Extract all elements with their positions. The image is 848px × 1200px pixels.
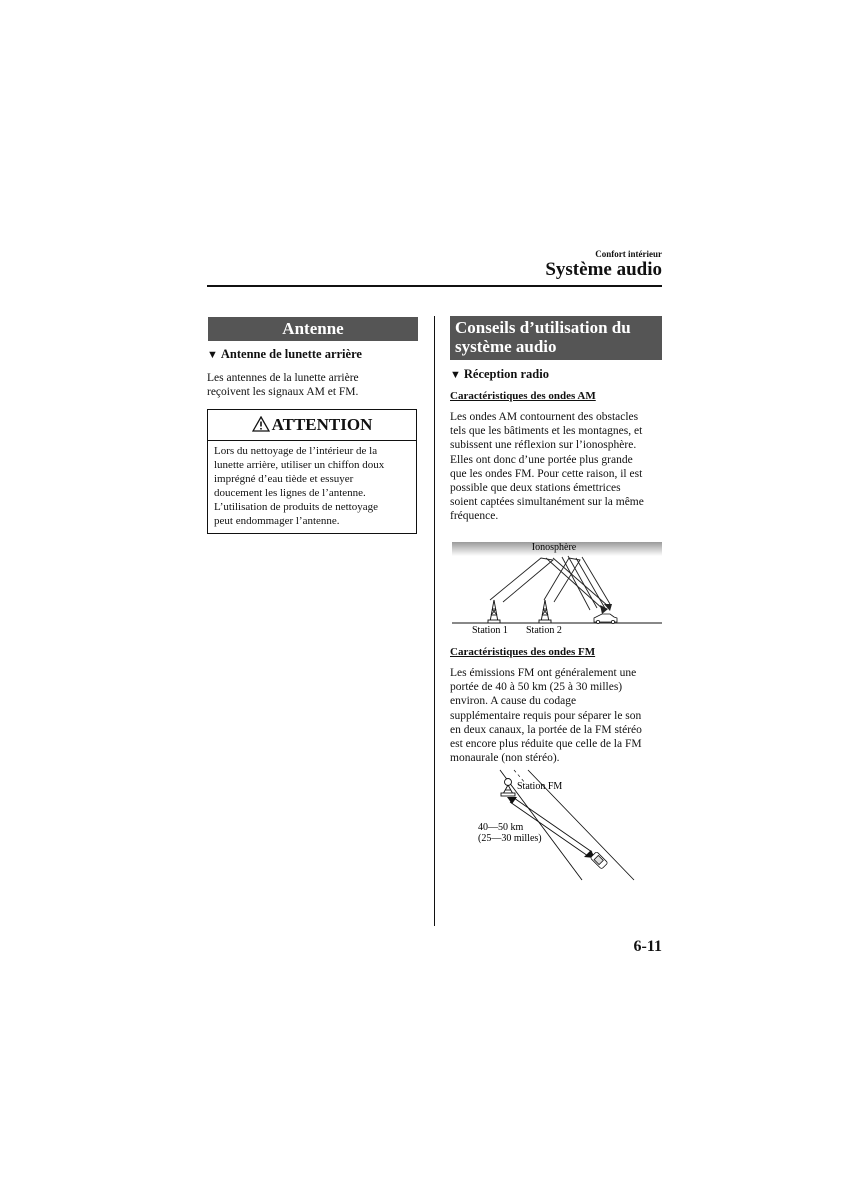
text-line: imprégné d’eau tiède et essuyer <box>214 473 354 485</box>
subheading-text: Antenne de lunette arrière <box>220 347 362 361</box>
text-line: Elles ont donc d’une portée plus grande <box>450 453 633 466</box>
station-1-tower <box>488 600 500 623</box>
triangle-bullet-icon: ▼ <box>450 369 461 381</box>
text-line: doucement les lignes de l’antenne. <box>214 487 366 499</box>
fm-station-label: Station FM <box>517 781 563 792</box>
banner-line: Conseils d’utilisation du <box>455 318 631 337</box>
text-line: soient captées simultanément sur la même <box>450 496 644 509</box>
text-line: monaurale (non stéréo). <box>450 752 560 765</box>
antenna-paragraph <box>207 371 417 399</box>
fm-paragraph <box>450 666 665 765</box>
arrowheads <box>600 604 612 614</box>
header-rule <box>207 285 662 287</box>
text-line: L’utilisation de produits de nettoyage <box>214 501 378 513</box>
text-line: Lors du nettoyage de l’intérieur de la <box>214 445 378 457</box>
attention-title: ATTENTION <box>271 415 373 434</box>
antenna-banner: Antenne <box>208 317 418 341</box>
text-line: tels que les bâtiments et les montagnes, et <box>450 425 643 438</box>
fm-heading: Caractéristiques des ondes FM <box>450 646 596 658</box>
text-line: possible que deux stations émettrices <box>450 482 621 495</box>
attention-box <box>207 409 417 534</box>
station-1-label: Station 1 <box>472 625 508 636</box>
am-paragraph <box>450 410 665 524</box>
am-wave-paths <box>490 556 610 610</box>
text-line: fréquence. <box>450 510 499 523</box>
triangle-bullet-icon: ▼ <box>207 349 218 361</box>
text-line: Les ondes AM contournent des obstacles <box>450 411 639 423</box>
fm-range-figure <box>470 768 640 884</box>
am-heading: Caractéristiques des ondes AM <box>450 390 596 402</box>
text-line: subissent une réflexion sur l’ionosphère. <box>450 439 637 452</box>
text-line: en deux canaux, la portée de la FM stéréo <box>450 723 642 736</box>
page-title: Système audio <box>545 259 662 280</box>
running-header-section: Confort intérieur <box>595 249 662 259</box>
station-2-tower <box>539 600 551 623</box>
page-number: 6-11 <box>633 938 662 955</box>
subheading-text: Réception radio <box>463 367 549 381</box>
banner-line: système audio <box>455 337 557 356</box>
attention-text <box>214 444 414 528</box>
text-line: Les antennes de la lunette arrière <box>207 372 359 384</box>
column-divider <box>434 316 435 926</box>
text-line: peut endommager l’antenne. <box>214 515 340 527</box>
text-line: lunette arrière, utiliser un chiffon doux <box>214 459 385 471</box>
text-line: reçoivent les signaux AM et FM. <box>207 386 359 399</box>
text-line: que les ondes FM. Pour cette raison, il est <box>450 467 643 480</box>
am-waves-figure <box>450 538 664 640</box>
station-2-label: Station 2 <box>526 625 562 636</box>
attention-header <box>208 410 416 441</box>
text-line: portée de 40 à 50 km (25 à 30 milles) <box>450 681 623 694</box>
audio-tips-banner <box>450 316 662 360</box>
text-line: Les émissions FM ont généralement une <box>450 667 637 679</box>
radio-reception-subheading <box>450 367 662 382</box>
text-line: est encore plus réduite que celle de la FM <box>450 738 642 751</box>
warning-triangle-icon <box>252 416 270 432</box>
text-line: supplémentaire requis pour séparer le son <box>450 709 642 722</box>
ionosphere-label: Ionosphère <box>531 542 577 553</box>
fm-distance-miles: (25—30 milles) <box>478 833 542 844</box>
text-line: environ. A cause du codage <box>450 695 577 708</box>
rear-window-antenna-subheading <box>207 347 417 362</box>
car-icon <box>594 614 617 624</box>
fm-distance-km: 40—50 km <box>478 822 524 833</box>
